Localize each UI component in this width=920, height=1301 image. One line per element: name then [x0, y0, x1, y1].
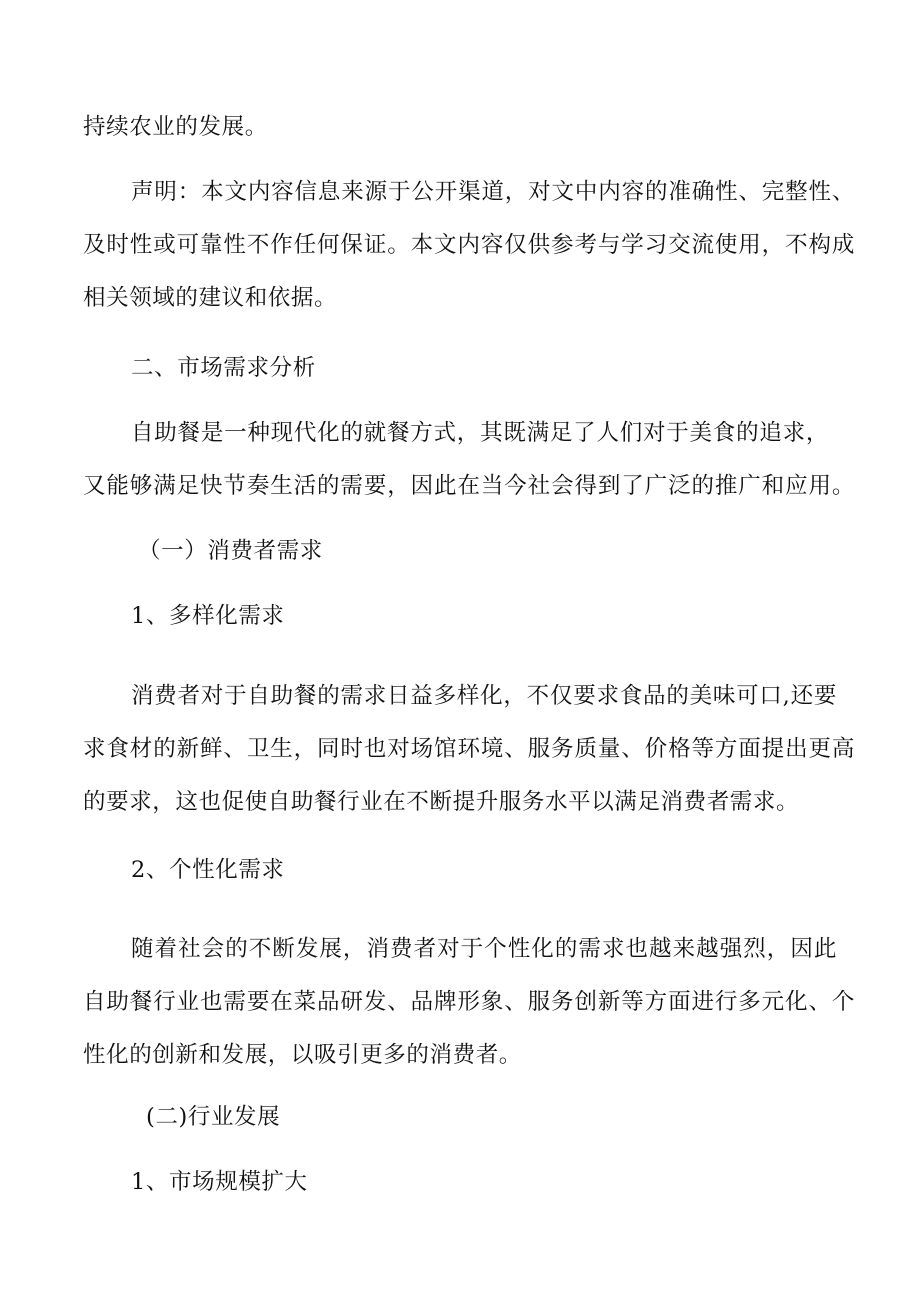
diversified-line-2: 求食材的新鲜、卫生，同时也对场馆环境、服务质量、价格等方面提出更高 [83, 736, 855, 762]
personalized-line-1: 随着社会的不断发展，消费者对于个性化的需求也越来越强烈，因此 [131, 936, 837, 962]
disclaimer-line-2: 及时性或可靠性不作任何保证。本文内容仅供参考与学习交流使用，不构成 [83, 232, 855, 258]
item-heading-personalized-demand: 2、个性化需求 [131, 857, 285, 883]
intro-line-2: 又能够满足快节奏生活的需要，因此在当今社会得到了广泛的推广和应用。 [83, 473, 855, 499]
paragraph-continuation: 持续农业的发展。 [83, 114, 268, 140]
subsection-heading-consumer-demand: （一）消费者需求 [138, 538, 323, 564]
diversified-line-3: 的要求，这也促使自助餐行业在不断提升服务水平以满足消费者需求。 [83, 789, 800, 815]
item-heading-market-scale: 1、市场规模扩大 [131, 1169, 308, 1195]
diversified-line-1: 消费者对于自助餐的需求日益多样化，不仅要求食品的美味可口,还要 [131, 683, 837, 709]
intro-line-1: 自助餐是一种现代化的就餐方式，其既满足了人们对于美食的追求， [131, 420, 829, 446]
item-heading-diversified-demand: 1、多样化需求 [131, 603, 285, 629]
disclaimer-line-3: 相关领域的建议和依据。 [83, 285, 338, 311]
personalized-line-2: 自助餐行业也需要在菜品研发、品牌形象、服务创新等方面进行多元化、个 [83, 989, 855, 1015]
disclaimer-line-1: 声明：本文内容信息来源于公开渠道，对文中内容的准确性、完整性、 [131, 179, 855, 205]
section-heading-market-demand: 二、市场需求分析 [131, 355, 316, 381]
subsection-heading-industry-development: (二)行业发展 [146, 1104, 281, 1130]
personalized-line-3: 性化的创新和发展，以吸引更多的消费者。 [83, 1042, 522, 1068]
